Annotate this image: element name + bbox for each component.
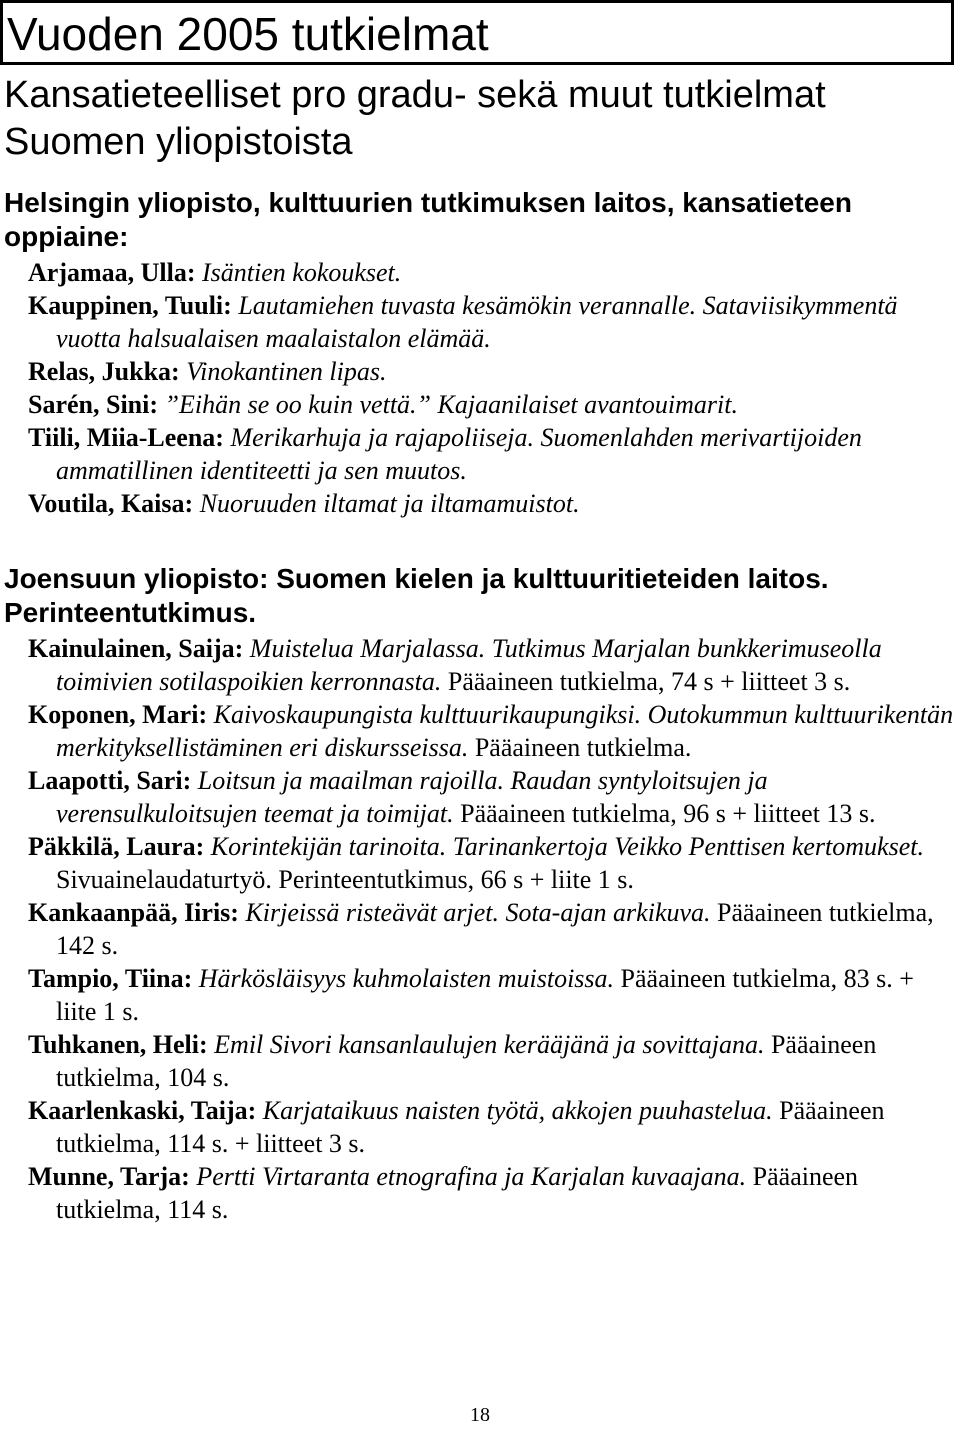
list-item [28, 289, 958, 355]
page-number: 18 [470, 1404, 490, 1426]
list-item [28, 421, 958, 487]
author-name: Relas, Jukka: [28, 357, 180, 386]
thesis-title: Merikarhuja ja rajapoliiseja. Suomenlahden merivartijoiden ammatillinen identiteetti ja sen muutos. [56, 423, 862, 485]
thesis-note: Pääaineen tutkielma, 114 s. + liitteet 3 s. [56, 1096, 885, 1158]
thesis-note: Sivuainelaudaturtyö. Perinteentutkimus, 66 s + liite 1 s. [56, 865, 634, 894]
section-heading-line: Helsingin yliopisto, kulttuurien tutkimuksen laitos, kansatieteen [4, 187, 852, 218]
thesis-title: Härkösläisyys kuhmolaisten muistoissa. [198, 964, 615, 993]
author-name: Munne, Tarja: [28, 1162, 190, 1191]
section-heading-line: Perinteentutkimus. [4, 597, 257, 628]
thesis-title: Nuoruuden iltamat ja iltamamuistot. [199, 489, 580, 518]
thesis-title: Pertti Virtaranta etnografina ja Karjalan kuvaajana. [196, 1162, 747, 1191]
thesis-title: ”Eihän se oo kuin vettä.” Kajaanilaiset avantouimarit. [164, 390, 738, 419]
list-item [28, 487, 958, 520]
thesis-note: Pääaineen tutkielma, 83 s. + liite 1 s. [56, 964, 914, 1026]
list-item [28, 896, 958, 962]
author-name: Kainulainen, Saija: [28, 634, 244, 663]
author-name: Kaarlenkaski, Taija: [28, 1096, 257, 1125]
list-item [28, 256, 958, 289]
list-item [28, 388, 958, 421]
thesis-title: Kaivoskaupungista kulttuurikaupungiksi. Outokummun kulttuurikentän merkityksellistäminen eri diskursseissa. [56, 700, 954, 762]
author-name: Tampio, Tiina: [28, 964, 193, 993]
thesis-title: Emil Sivori kansanlaulujen kerääjänä ja sovittajana. [214, 1030, 765, 1059]
thesis-title: Lautamiehen tuvasta kesämökin verannalle. Sataviisikymmentä vuotta halsualaisen maalaistalon elämää. [56, 291, 898, 353]
list-item [28, 355, 958, 388]
list-item [28, 1160, 958, 1226]
page-title: Vuoden 2005 tutkielmat [0, 0, 954, 65]
list-item [28, 830, 958, 896]
author-name: Tiili, Miia-Leena: [28, 423, 224, 452]
author-name: Päkkilä, Laura: [28, 832, 205, 861]
list-item [28, 1094, 958, 1160]
thesis-note: Pääaineen tutkielma, 114 s. [56, 1162, 859, 1224]
thesis-title: Kirjeissä risteävät arjet. Sota-ajan arkikuva. [245, 898, 711, 927]
thesis-title: Loitsun ja maailman rajoilla. Raudan syntyloitsujen ja verensulkuloitsujen teemat ja toimijat. [56, 766, 768, 828]
entry-list-helsinki [28, 256, 958, 520]
author-name: Sarén, Sini: [28, 390, 159, 419]
section-heading-line: Joensuun yliopisto: Suomen kielen ja kulttuuritieteiden laitos. [4, 563, 829, 594]
list-item [28, 1028, 958, 1094]
subtitle [4, 72, 954, 166]
subtitle-line: Suomen yliopistoista [4, 121, 353, 163]
thesis-note: Pääaineen tutkielma. [474, 733, 692, 762]
author-name: Tuhkanen, Heli: [28, 1030, 208, 1059]
thesis-title: Isäntien kokoukset. [202, 258, 402, 287]
list-item [28, 698, 958, 764]
author-name: Kauppinen, Tuuli: [28, 291, 232, 320]
thesis-title: Korintekijän tarinoita. Tarinankertoja Veikko Penttisen kertomukset. [210, 832, 924, 861]
list-item [28, 962, 958, 1028]
author-name: Laapotti, Sari: [28, 766, 192, 795]
author-name: Arjamaa, Ulla: [28, 258, 196, 287]
thesis-note: Pääaineen tutkielma, 104 s. [56, 1030, 877, 1092]
thesis-title: Muistelua Marjalassa. Tutkimus Marjalan bunkkerimuseolla toimivien sotilaspoikien kerronnasta. [56, 634, 882, 696]
thesis-title: Karjataikuus naisten työtä, akkojen puuhastelua. [262, 1096, 773, 1125]
list-item [28, 764, 958, 830]
thesis-title: Vinokantinen lipas. [186, 357, 387, 386]
section-heading-line: oppiaine: [4, 221, 129, 252]
author-name: Kankaanpää, Iiris: [28, 898, 239, 927]
entry-list-joensuu [28, 632, 958, 1226]
section-heading-helsinki [4, 186, 954, 254]
thesis-note: Pääaineen tutkielma, 96 s + liitteet 13 s. [460, 799, 876, 828]
author-name: Voutila, Kaisa: [28, 489, 194, 518]
section-heading-joensuu [4, 562, 954, 630]
author-name: Koponen, Mari: [28, 700, 208, 729]
list-item [28, 632, 958, 698]
subtitle-line: Kansatieteelliset pro gradu- sekä muut tutkielmat [4, 74, 826, 116]
thesis-note: Pääaineen tutkielma, 142 s. [56, 898, 934, 960]
thesis-note: Pääaineen tutkielma, 74 s + liitteet 3 s. [447, 667, 851, 696]
